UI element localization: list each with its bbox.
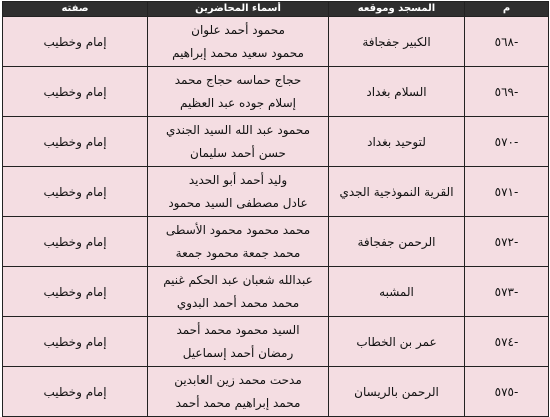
- role-cell: إمام وخطيب: [3, 267, 148, 317]
- mosque-name: لتوحيد بغداد: [329, 117, 465, 167]
- row-number: -٥٧١: [465, 167, 549, 217]
- lecturers-table: [2, 1, 549, 417]
- lecturer-names: [148, 117, 329, 167]
- header-role: صفته: [3, 2, 148, 17]
- mosque-name: الرحمن بالريسان: [329, 367, 465, 417]
- lecturer-names: [148, 167, 329, 217]
- mosque-name: الكبير جفجافة: [329, 17, 465, 67]
- table-row: [3, 367, 549, 417]
- role-cell: إمام وخطيب: [3, 367, 148, 417]
- table-row: [3, 267, 549, 317]
- lecturer-name: حجاج حماسه حجاج محمد: [174, 72, 302, 87]
- lecturer-name: محمود عبد الله السيد الجندي: [165, 122, 311, 137]
- lecturer-name: وليد أحمد أبو الحديد: [188, 172, 288, 187]
- table-row: [3, 117, 549, 167]
- lecturer-names: [148, 217, 329, 267]
- lecturer-name: محمود سعيد محمد إبراهيم: [172, 45, 304, 60]
- row-number: -٥٧٠: [465, 117, 549, 167]
- row-number: -٥٧٤: [465, 317, 549, 367]
- row-number: -٥٧٢: [465, 217, 549, 267]
- table-row: [3, 167, 549, 217]
- table-row: [3, 17, 549, 67]
- lecturer-name: عادل مصطفى السيد محمود: [168, 195, 308, 210]
- role-cell: إمام وخطيب: [3, 17, 148, 67]
- mosque-name: المشبه: [329, 267, 465, 317]
- row-number: -٥٧٣: [465, 267, 549, 317]
- table-row: [3, 67, 549, 117]
- row-number: -٥٦٩: [465, 67, 549, 117]
- table-row: [3, 217, 549, 267]
- lecturer-name: محمد إبراهيم محمد أحمد: [175, 395, 301, 410]
- lecturer-name: محمد جمعة محمود جمعة: [175, 245, 301, 260]
- mosque-name: القرية النموذجية الجدي: [329, 167, 465, 217]
- role-cell: إمام وخطيب: [3, 67, 148, 117]
- header-names: أسماء المحاضرين: [148, 2, 329, 17]
- lecturer-name: رمضان أحمد إسماعيل: [182, 345, 294, 360]
- mosque-name: السلام بغداد: [329, 67, 465, 117]
- lecturer-names: [148, 317, 329, 367]
- table-header-row: [3, 2, 549, 17]
- lecturer-name: إسلام جوده عبد العظيم: [180, 95, 296, 110]
- lecturer-name: محمد محمد أحمد البدوي: [176, 295, 300, 310]
- lecturer-names: [148, 67, 329, 117]
- lecturer-names: [148, 367, 329, 417]
- mosque-name: عمر بن الخطاب: [329, 317, 465, 367]
- row-number: -٥٦٨: [465, 17, 549, 67]
- role-cell: إمام وخطيب: [3, 167, 148, 217]
- role-cell: إمام وخطيب: [3, 117, 148, 167]
- table-row: [3, 317, 549, 367]
- role-cell: إمام وخطيب: [3, 317, 148, 367]
- lecturer-name: محمد محمود محمود الأسطى: [165, 222, 311, 237]
- table-body: [3, 17, 549, 417]
- header-number: م: [465, 2, 549, 17]
- lecturer-name: عبدالله شعبان عبد الحكم غنيم: [163, 272, 313, 287]
- mosque-name: الرحمن جفجافة: [329, 217, 465, 267]
- lecturer-name: مدحت محمد زين العابدين: [174, 372, 302, 387]
- header-mosque: المسجد وموقعه: [329, 2, 465, 17]
- lecturer-name: السيد محمود محمد أحمد: [176, 322, 300, 337]
- lecturer-names: [148, 17, 329, 67]
- role-cell: إمام وخطيب: [3, 217, 148, 267]
- lecturer-name: محمود أحمد علوان: [191, 22, 285, 37]
- row-number: -٥٧٥: [465, 367, 549, 417]
- lecturer-name: حسن أحمد سليمان: [190, 145, 286, 160]
- lecturer-names: [148, 267, 329, 317]
